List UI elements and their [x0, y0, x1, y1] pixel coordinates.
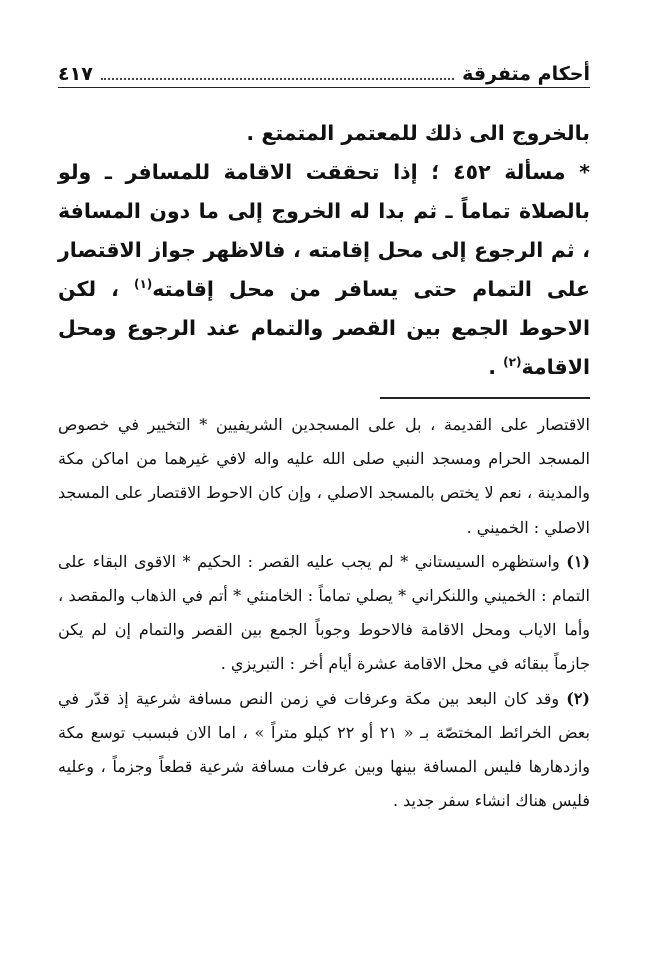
footnote-2	[58, 682, 590, 819]
main-text	[58, 114, 590, 387]
continuation-line: بالخروج الى ذلك للمعتمر المتمتع .	[246, 121, 590, 145]
issue-label: مسألة ٤٥٢	[453, 160, 566, 184]
issue-text-part-2: ، لكن الاحوط الجمع بين القصر والتمام عند الرجوع ومحل الاقامة	[58, 277, 590, 379]
issue-separator: ؛	[431, 160, 440, 184]
footnote-ref-1[interactable]: (١)	[133, 277, 153, 292]
footnote-1-text: واستظهره السيستاني * لم يجب عليه القصر : الحكيم * الاقوى البقاء على التمام : الخميني واللنكراني * يصلي تماماً : الخامنئي * أتم في الذهاب والمقصد ، وأما الاياب ومحل الاقامة فالاحوط وجوباً الجمع بين القصر والتمام إن لم يكن جازماً ببقائه في محل الاقامة عشرة أيام أخر : التبريزي .	[58, 551, 590, 674]
issue-end: .	[488, 355, 497, 379]
issue-star: *	[579, 160, 590, 184]
issue-text-part-1: إذا تحققت الاقامة للمسافر ـ ولو بالصلاة تماماً ـ ثم بدا له الخروج إلى ما دون المسافة ، ثم الرجوع إلى محل إقامته ، فالاظهر جواز الاقتصار على التمام حتى يسافر من محل إقامته	[58, 160, 591, 301]
page-number: ٤١٧	[58, 63, 93, 85]
issue-paragraph	[58, 153, 590, 387]
footnote-2-text: وقد كان البعد بين مكة وعرفات في زمن النص مسافة شرعية إذ قدّر في بعض الخرائط المختصّة بـ « ٢١ أو ٢٢ كيلو متراً » ، اما الان فبسبب توسع مكة وازدهارها فليس المسافة بينها وبين عرفات مسافة شرعية قطعاً وجزماً ، وعليه فليس هناك انشاء سفر جديد .	[58, 688, 591, 811]
footnote-1	[58, 545, 590, 682]
footnote-2-number: (٢)	[566, 688, 590, 708]
footnote-ref-2[interactable]: (٢)	[503, 355, 522, 370]
page-header	[58, 52, 590, 88]
dot-leader	[101, 78, 454, 80]
running-title: أحكام متفرقة	[462, 63, 590, 85]
footnotes	[58, 408, 590, 818]
footnote-continuation: الاقتصار على القديمة ، بل على المسجدين الشريفيين * التخيير في خصوص المسجد الحرام ومسجد النبي صلى الله عليه واله لافي غيرهما من اماكن مكة والمدينة ، نعم لا يختص بالمسجد الاصلي ، وإن كان الاحوط الاقتصار على المسجد الاصلي : الخميني .	[58, 415, 590, 537]
footnote-divider	[380, 397, 590, 399]
footnote-1-number: (١)	[566, 551, 590, 571]
